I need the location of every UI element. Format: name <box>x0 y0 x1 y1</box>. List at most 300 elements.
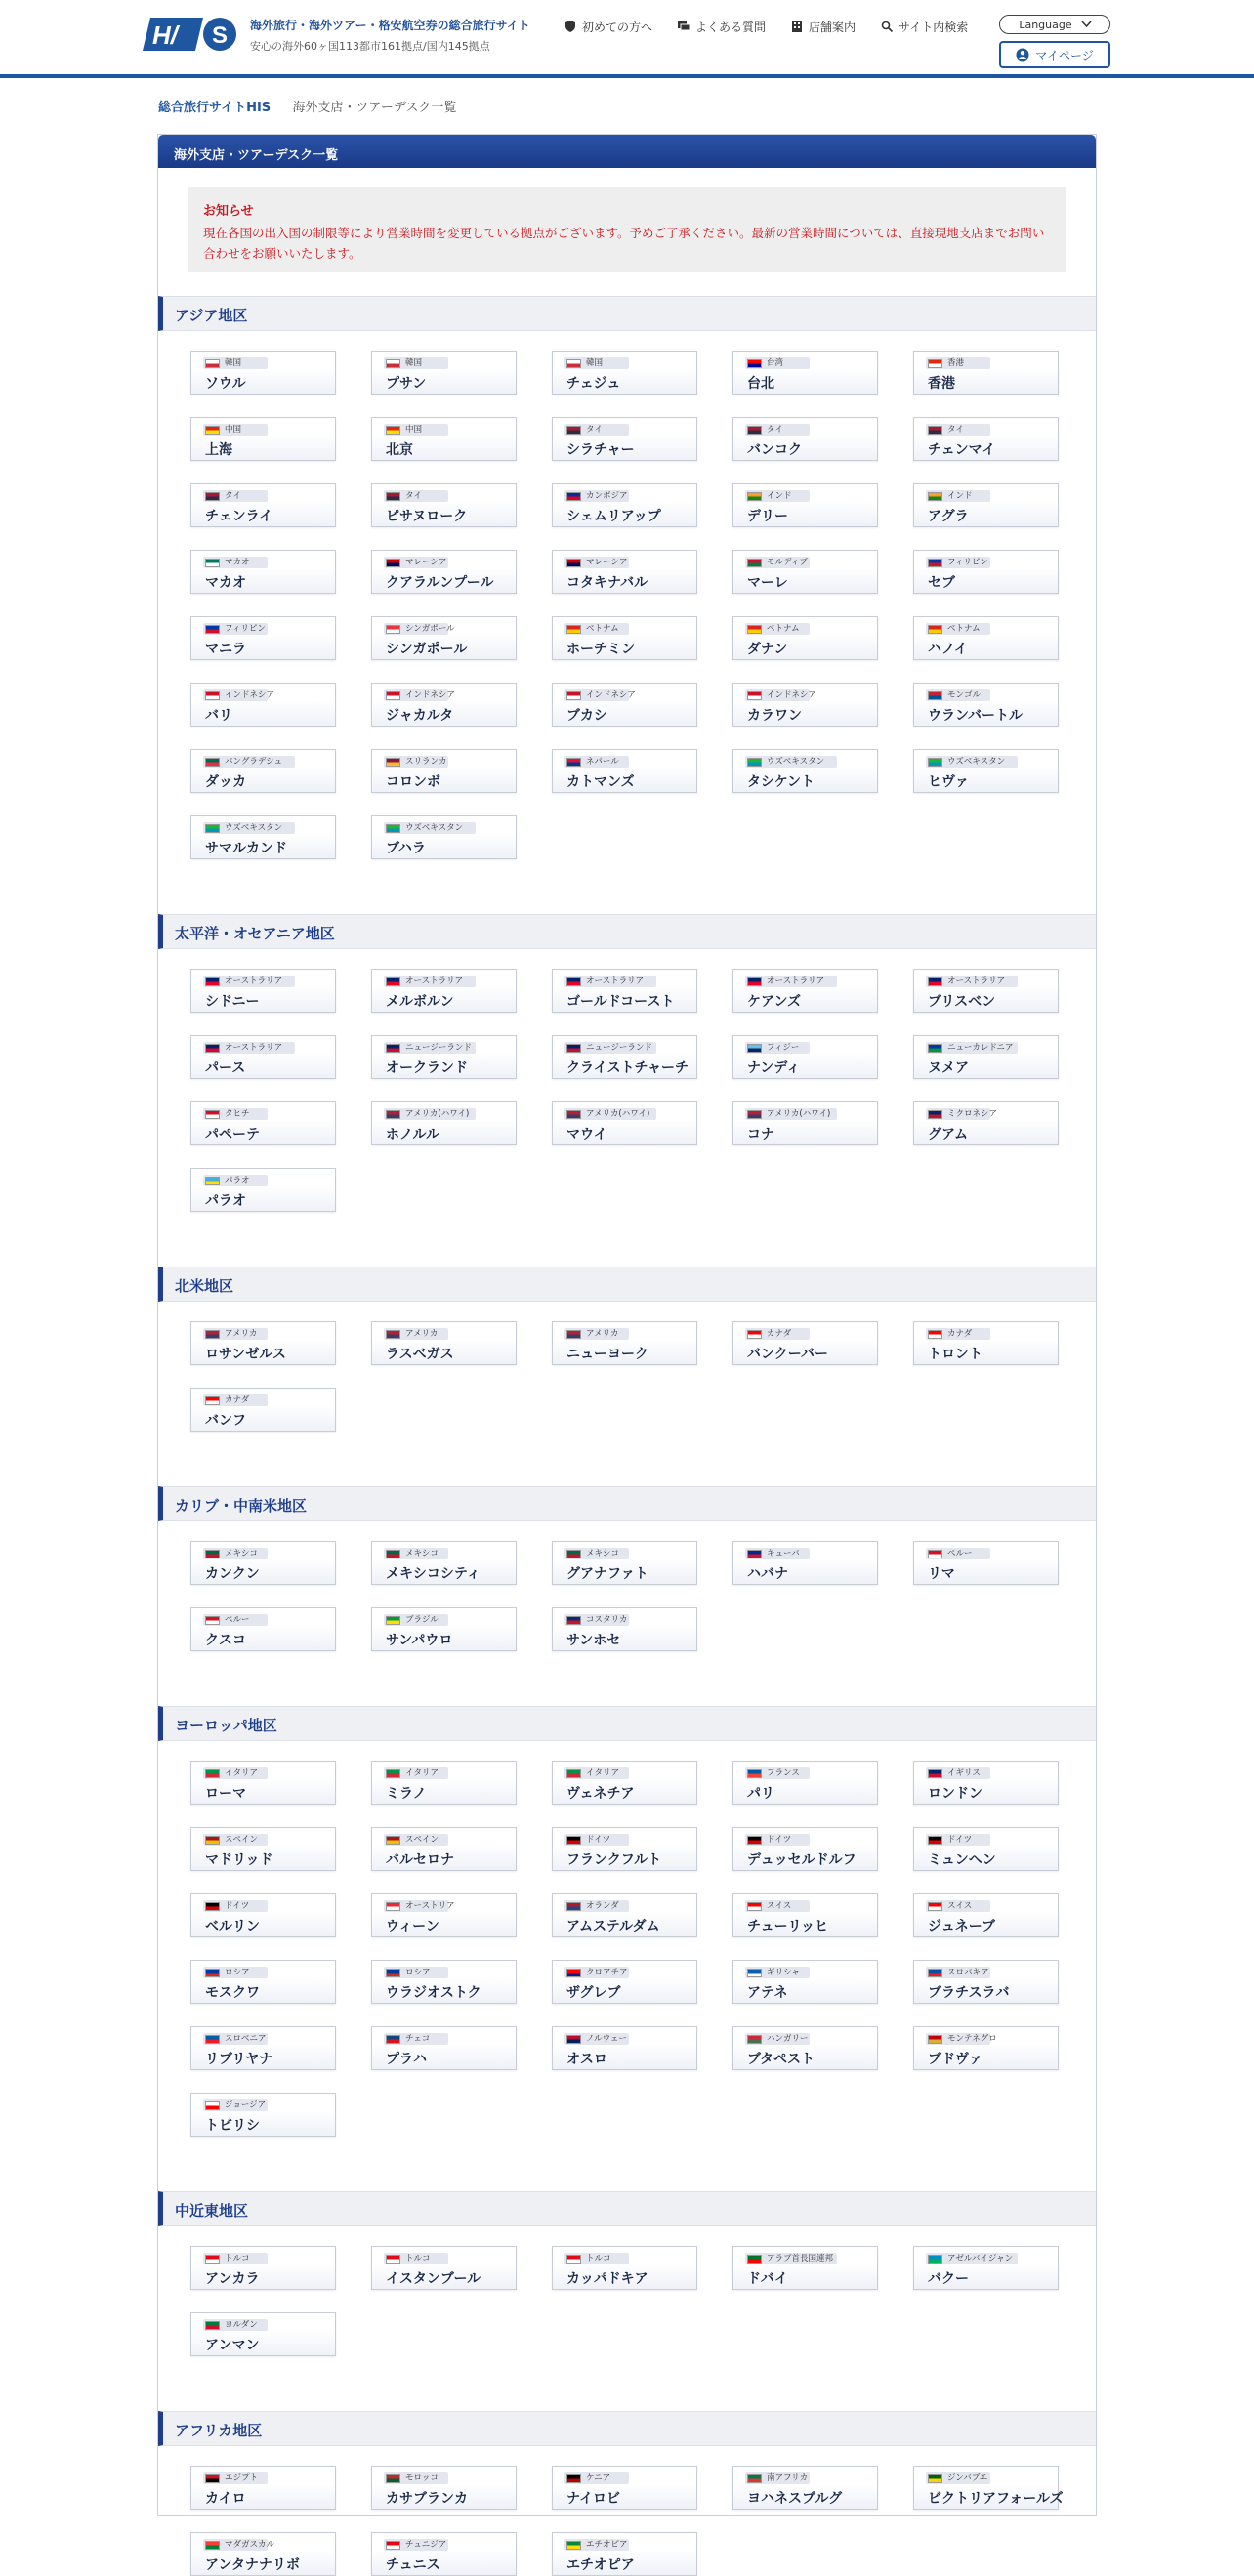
flag-icon <box>747 2474 762 2483</box>
flag-icon <box>747 1836 762 1845</box>
country-tag: ハンガリー <box>745 2033 810 2045</box>
flag-icon <box>747 359 762 368</box>
flag-icon <box>566 2255 581 2264</box>
branch-card[interactable] <box>552 1321 697 1365</box>
branch-card[interactable] <box>371 749 517 793</box>
country-tag: スペイン <box>203 1834 268 1846</box>
branch-card[interactable] <box>552 351 697 395</box>
branch-card[interactable] <box>552 616 697 660</box>
language-select[interactable] <box>999 15 1110 34</box>
branch-card[interactable] <box>913 351 1059 395</box>
flag-icon <box>747 691 762 700</box>
city-name: シンガポール <box>386 642 468 657</box>
city-name: ドバイ <box>747 2271 788 2287</box>
branch-card[interactable] <box>190 1893 336 1937</box>
branch-card[interactable] <box>371 1960 517 2004</box>
branch-card[interactable] <box>190 1960 336 2004</box>
city-name: クライストチャーチ <box>566 1060 690 1076</box>
country-tag: メキシコ <box>203 1548 268 1559</box>
branch-card[interactable] <box>552 749 697 793</box>
branch-card[interactable] <box>552 1101 697 1145</box>
country-tag: ノルウェー <box>564 2033 629 2045</box>
country-tag: 韓国 <box>203 357 268 369</box>
country-tag: 香港 <box>926 357 990 369</box>
city-name: チェジュ <box>566 376 621 392</box>
city-name: シェムリアップ <box>566 509 661 524</box>
branch-card[interactable] <box>913 1541 1059 1585</box>
country-tag: エジプト <box>203 2472 268 2484</box>
flag-icon <box>386 2541 400 2550</box>
flag-icon <box>566 1550 581 1558</box>
branch-card[interactable] <box>732 483 878 527</box>
city-name: ホーチミン <box>566 642 635 657</box>
country-tag: 韓国 <box>384 357 448 369</box>
branch-card[interactable] <box>371 550 517 594</box>
branch-card[interactable] <box>552 1960 697 2004</box>
svg-text:S: S <box>212 22 229 49</box>
branch-card[interactable] <box>732 1541 878 1585</box>
flag-icon <box>205 2474 220 2483</box>
country-tag: スイス <box>745 1900 810 1912</box>
city-name: ダッカ <box>205 774 246 790</box>
branch-card[interactable] <box>371 1101 517 1145</box>
flag-icon <box>386 1769 400 1778</box>
city-name: シドニー <box>205 994 260 1010</box>
flag-icon <box>205 1110 220 1119</box>
branch-card[interactable] <box>190 1541 336 1585</box>
page-title: 海外支店・ツアーデスク一覧 <box>158 135 1096 168</box>
shield-icon <box>564 21 576 32</box>
branch-card[interactable] <box>552 483 697 527</box>
branch-card[interactable] <box>913 969 1059 1013</box>
city-name: カサブランカ <box>386 2491 468 2507</box>
flag-icon <box>928 1769 942 1778</box>
flag-icon <box>566 691 581 700</box>
nav-search-label: サイト内検索 <box>899 20 969 34</box>
branch-card[interactable] <box>732 2026 878 2070</box>
country-tag: ドイツ <box>926 1834 990 1846</box>
branch-card[interactable] <box>913 550 1059 594</box>
country-tag: タイ <box>926 424 990 436</box>
branch-card[interactable] <box>913 1035 1059 1079</box>
country-tag: ベトナム <box>564 623 629 635</box>
country-tag: ベトナム <box>745 623 810 635</box>
branch-card[interactable] <box>913 2466 1064 2510</box>
branch-card[interactable] <box>190 1035 336 1079</box>
branch-card[interactable] <box>190 2466 336 2510</box>
country-tag: ニュージーランド <box>384 1042 476 1054</box>
branch-card[interactable] <box>732 550 878 594</box>
mypage-label: マイページ <box>1035 48 1094 62</box>
branch-card[interactable] <box>190 417 336 461</box>
branch-card[interactable] <box>371 969 517 1013</box>
city-name: メキシコシティ <box>386 1566 481 1582</box>
flag-icon <box>566 977 581 986</box>
branch-card[interactable] <box>913 1827 1059 1871</box>
branch-card[interactable] <box>552 417 697 461</box>
country-tag: インドネシア <box>384 689 448 701</box>
flag-icon <box>566 1902 581 1911</box>
country-tag: カナダ <box>926 1328 990 1340</box>
breadcrumb-home[interactable]: 総合旅行サイトHIS <box>158 101 272 115</box>
city-name: アンマン <box>205 2338 260 2353</box>
flag-icon <box>928 1969 942 1977</box>
nav-stores[interactable] <box>791 18 856 35</box>
branch-card[interactable] <box>552 1893 697 1937</box>
flag-icon <box>205 1177 220 1185</box>
branch-card[interactable] <box>552 2466 697 2510</box>
branch-card[interactable] <box>732 683 878 727</box>
branch-card[interactable] <box>371 417 517 461</box>
branch-card[interactable] <box>190 1101 336 1145</box>
city-name: ナイロビ <box>566 2491 621 2507</box>
city-name: マウイ <box>566 1127 607 1143</box>
branch-card[interactable] <box>371 1035 517 1079</box>
country-tag: スリランカ <box>384 756 448 768</box>
country-tag: インドネシア <box>203 689 268 701</box>
branch-card[interactable] <box>732 351 878 395</box>
flag-icon <box>205 1969 220 1977</box>
branch-card[interactable] <box>371 1541 517 1585</box>
city-name: ニューヨーク <box>566 1347 648 1362</box>
flag-icon <box>566 359 581 368</box>
city-name: アテネ <box>747 1985 788 2001</box>
branch-card[interactable] <box>913 483 1059 527</box>
country-tag: タイ <box>203 490 268 502</box>
flag-icon <box>747 1902 762 1911</box>
flag-icon <box>386 1836 400 1845</box>
country-tag: ドイツ <box>745 1834 810 1846</box>
country-tag: トルコ <box>203 2253 268 2264</box>
flag-icon <box>205 359 220 368</box>
country-tag: キューバ <box>745 1548 810 1559</box>
flag-icon <box>566 2474 581 2483</box>
branch-card[interactable] <box>190 969 336 1013</box>
city-name: コロンボ <box>386 774 440 790</box>
region-heading: ヨーロッパ地区 <box>158 1706 1096 1741</box>
flag-icon <box>386 559 400 567</box>
country-tag: スロベニア <box>203 2033 268 2045</box>
flag-icon <box>928 691 942 700</box>
branch-card[interactable] <box>732 969 878 1013</box>
branch-card[interactable] <box>371 351 517 395</box>
branch-card[interactable] <box>190 683 336 727</box>
flag-icon <box>747 2035 762 2044</box>
branch-card[interactable] <box>190 2532 336 2576</box>
flag-icon <box>205 758 220 767</box>
city-name: ハノイ <box>928 642 968 657</box>
flag-icon <box>566 426 581 435</box>
branch-card[interactable] <box>190 616 336 660</box>
city-name: バクー <box>928 2271 969 2287</box>
city-name: ミラノ <box>386 1786 427 1802</box>
flag-icon <box>747 1969 762 1977</box>
country-tag: インドネシア <box>745 689 810 701</box>
city-name: サンパウロ <box>386 1633 453 1648</box>
flag-icon <box>928 1110 942 1119</box>
flag-icon <box>205 1902 220 1911</box>
branch-card[interactable] <box>732 2246 878 2290</box>
flag-icon <box>386 492 400 501</box>
nav-search[interactable] <box>881 18 968 35</box>
branch-card[interactable] <box>732 1035 878 1079</box>
city-name: ザグレブ <box>566 1985 621 2001</box>
branch-card[interactable] <box>913 616 1059 660</box>
city-name: チェンマイ <box>928 442 996 458</box>
branch-card[interactable] <box>913 2026 1059 2070</box>
country-tag: スイス <box>926 1900 990 1912</box>
city-name: コナ <box>747 1127 774 1143</box>
branch-card[interactable] <box>190 2026 336 2070</box>
city-name: グアム <box>928 1127 969 1143</box>
branch-card[interactable] <box>371 1761 517 1805</box>
country-tag: メキシコ <box>564 1548 629 1559</box>
city-name: ケアンズ <box>747 994 802 1010</box>
branch-card[interactable] <box>732 1321 878 1365</box>
breadcrumb-current: 海外支店・ツアーデスク一覧 <box>292 101 457 115</box>
flag-icon <box>566 1969 581 1977</box>
branch-card[interactable] <box>371 2026 517 2070</box>
city-name: マドリッド <box>205 1852 273 1868</box>
nav-faq[interactable] <box>678 18 766 35</box>
site-tagline: 海外旅行・海外ツアー・格安航空券の総合旅行サイト <box>250 19 530 32</box>
country-tag: インド <box>926 490 990 502</box>
flag-icon <box>386 2255 400 2264</box>
branch-card[interactable] <box>190 1321 336 1365</box>
city-name: ミュンヘン <box>928 1852 996 1868</box>
flag-icon <box>205 1550 220 1558</box>
branch-card[interactable] <box>190 2246 336 2290</box>
country-tag: モンゴル <box>926 689 990 701</box>
branch-card[interactable] <box>913 1321 1059 1365</box>
branch-card[interactable] <box>552 2246 697 2290</box>
branch-card[interactable] <box>552 1607 697 1651</box>
flag-icon <box>386 1969 400 1977</box>
flag-icon <box>747 492 762 501</box>
flag-icon <box>747 1769 762 1778</box>
country-tag: アメリカ <box>203 1328 268 1340</box>
country-tag: イタリア <box>203 1767 268 1779</box>
country-tag: カナダ <box>745 1328 810 1340</box>
country-tag: アメリカ <box>384 1328 448 1340</box>
flag-icon <box>747 1550 762 1558</box>
branch-card[interactable] <box>371 683 517 727</box>
flag-icon <box>928 559 942 567</box>
flag-icon <box>386 758 400 767</box>
city-name: ロサンゼルス <box>205 1347 286 1362</box>
nav-first-time[interactable] <box>564 18 652 35</box>
city-name: ブハラ <box>386 841 426 856</box>
city-name: ブラチスラバ <box>928 1985 1010 2001</box>
country-tag: フィジー <box>745 1042 810 1054</box>
city-name: ジュネーブ <box>928 1919 996 1934</box>
branch-card[interactable] <box>190 749 336 793</box>
flag-icon <box>747 1044 762 1053</box>
branch-card[interactable] <box>732 1101 878 1145</box>
notice-title: お知らせ <box>203 204 254 219</box>
country-tag: ジンバブエ <box>926 2472 990 2484</box>
country-tag: シンガポール <box>384 623 448 635</box>
branch-card[interactable] <box>371 1893 517 1937</box>
city-name: チューリッヒ <box>747 1919 829 1934</box>
country-tag: ジョージア <box>203 2099 268 2111</box>
country-tag: カナダ <box>203 1394 268 1406</box>
flag-icon <box>566 1330 581 1339</box>
branch-card[interactable] <box>732 1893 878 1937</box>
branch-card[interactable] <box>913 749 1059 793</box>
country-tag: オーストラリア <box>564 976 656 987</box>
branch-card[interactable] <box>190 1827 336 1871</box>
country-tag: フィリピン <box>926 557 990 568</box>
country-tag: ネパール <box>564 756 629 768</box>
city-name: サンホセ <box>566 1633 621 1648</box>
branch-card[interactable] <box>371 2532 517 2576</box>
branch-card[interactable] <box>732 1761 878 1805</box>
site-header <box>0 0 1254 78</box>
flag-icon <box>928 1550 942 1558</box>
flag-icon <box>747 1330 762 1339</box>
city-name: アンカラ <box>205 2271 260 2287</box>
country-tag: メキシコ <box>384 1548 448 1559</box>
city-name: ロンドン <box>928 1786 982 1802</box>
branch-card[interactable] <box>190 550 336 594</box>
branch-card[interactable] <box>732 1960 878 2004</box>
branch-card[interactable] <box>913 2246 1059 2290</box>
header-nav <box>564 18 968 35</box>
flag-icon <box>928 426 942 435</box>
city-name: セブ <box>928 575 955 591</box>
branch-card[interactable] <box>552 2532 697 2576</box>
branch-card[interactable] <box>190 1607 336 1651</box>
city-name: パリ <box>747 1786 774 1802</box>
branch-card[interactable] <box>371 1607 517 1651</box>
branch-card[interactable] <box>190 2312 336 2356</box>
city-name: エチオピア <box>566 2557 635 2573</box>
branch-card[interactable] <box>190 815 336 859</box>
branch-card[interactable] <box>913 1101 1059 1145</box>
branch-card[interactable] <box>913 1761 1059 1805</box>
branch-card[interactable] <box>732 417 878 461</box>
branch-card[interactable] <box>552 2026 697 2070</box>
city-name: ラスベガス <box>386 1347 454 1362</box>
city-name: ベルリン <box>205 1919 260 1934</box>
country-tag: ブラジル <box>384 1614 448 1626</box>
branch-card[interactable] <box>913 1893 1059 1937</box>
city-name: ナンディ <box>747 1060 801 1076</box>
country-tag: モンテネグロ <box>926 2033 990 2045</box>
his-logo[interactable] <box>143 16 240 53</box>
branch-card[interactable] <box>190 1388 336 1432</box>
branch-card[interactable] <box>371 2246 517 2290</box>
branch-card[interactable] <box>552 1827 697 1871</box>
country-tag: ケニア <box>564 2472 629 2484</box>
country-tag: アメリカ(ハワイ) <box>745 1108 837 1120</box>
branch-card[interactable] <box>552 969 697 1013</box>
flag-icon <box>205 691 220 700</box>
city-name: アグラ <box>928 509 969 524</box>
region-heading: アジア地区 <box>158 296 1096 331</box>
city-name: カッパドキア <box>566 2271 648 2287</box>
flag-icon <box>566 559 581 567</box>
country-tag: ペルー <box>203 1614 268 1626</box>
building-icon <box>791 21 803 32</box>
city-name: トロント <box>928 1347 982 1362</box>
branch-card[interactable] <box>732 616 878 660</box>
branch-card[interactable] <box>371 1827 517 1871</box>
branch-card[interactable] <box>371 616 517 660</box>
branch-card[interactable] <box>732 1827 878 1871</box>
flag-icon <box>386 824 400 833</box>
city-name: マニラ <box>205 642 246 657</box>
city-name: ピサヌローク <box>386 509 468 524</box>
branch-list-panel <box>157 134 1097 2573</box>
city-name: シラチャー <box>566 442 635 458</box>
branch-card[interactable] <box>913 683 1059 727</box>
svg-text:H/: H/ <box>152 21 178 50</box>
city-name: ダナン <box>747 642 788 657</box>
city-name: カラワン <box>747 708 802 724</box>
city-name: アムステルダム <box>566 1919 660 1934</box>
city-name: イスタンブール <box>386 2271 481 2287</box>
flag-icon <box>747 977 762 986</box>
country-tag: 韓国 <box>564 357 629 369</box>
country-tag: スロバキア <box>926 1967 990 1978</box>
country-tag: オーストラリア <box>745 976 837 987</box>
branch-card[interactable] <box>190 483 336 527</box>
flag-icon <box>205 492 220 501</box>
country-tag: モルディブ <box>745 557 810 568</box>
branch-card[interactable] <box>732 749 878 793</box>
branch-card[interactable] <box>552 683 697 727</box>
city-name: ヌメア <box>928 1060 969 1076</box>
country-tag: ミクロネシア <box>926 1108 990 1120</box>
branch-card[interactable] <box>190 1168 336 1212</box>
city-name: プラハ <box>386 2052 427 2067</box>
flag-icon <box>386 1550 400 1558</box>
branch-card[interactable] <box>552 1761 697 1805</box>
branch-card[interactable] <box>190 351 336 395</box>
flag-icon <box>747 559 762 567</box>
country-tag: パラオ <box>203 1175 268 1186</box>
flag-icon <box>205 2541 220 2550</box>
branch-card[interactable] <box>371 483 517 527</box>
city-name: ヴェネチア <box>566 1786 635 1802</box>
branch-card[interactable] <box>190 1761 336 1805</box>
country-tag: オーストラリア <box>384 976 476 987</box>
city-name: クスコ <box>205 1633 246 1648</box>
branch-card[interactable] <box>913 1960 1059 2004</box>
branch-card[interactable] <box>552 550 697 594</box>
branch-card[interactable] <box>732 2466 878 2510</box>
country-tag: アメリカ(ハワイ) <box>384 1108 476 1120</box>
city-name: カンクン <box>205 1566 260 1582</box>
nav-stores-label: 店舗案内 <box>809 20 857 34</box>
branch-card[interactable] <box>371 815 517 859</box>
country-tag: フランス <box>745 1767 810 1779</box>
branch-card[interactable] <box>552 1541 697 1585</box>
branch-card[interactable] <box>371 2466 517 2510</box>
mypage-button[interactable] <box>999 41 1110 68</box>
flag-icon <box>566 758 581 767</box>
country-tag: 中国 <box>384 424 448 436</box>
country-tag: トルコ <box>564 2253 629 2264</box>
city-name: フランクフルト <box>566 1852 662 1868</box>
branch-card[interactable] <box>190 2093 336 2137</box>
branch-card[interactable] <box>371 1321 517 1365</box>
branch-card[interactable] <box>552 1035 697 1079</box>
branch-card[interactable] <box>913 417 1059 461</box>
city-name: バンフ <box>205 1413 246 1429</box>
